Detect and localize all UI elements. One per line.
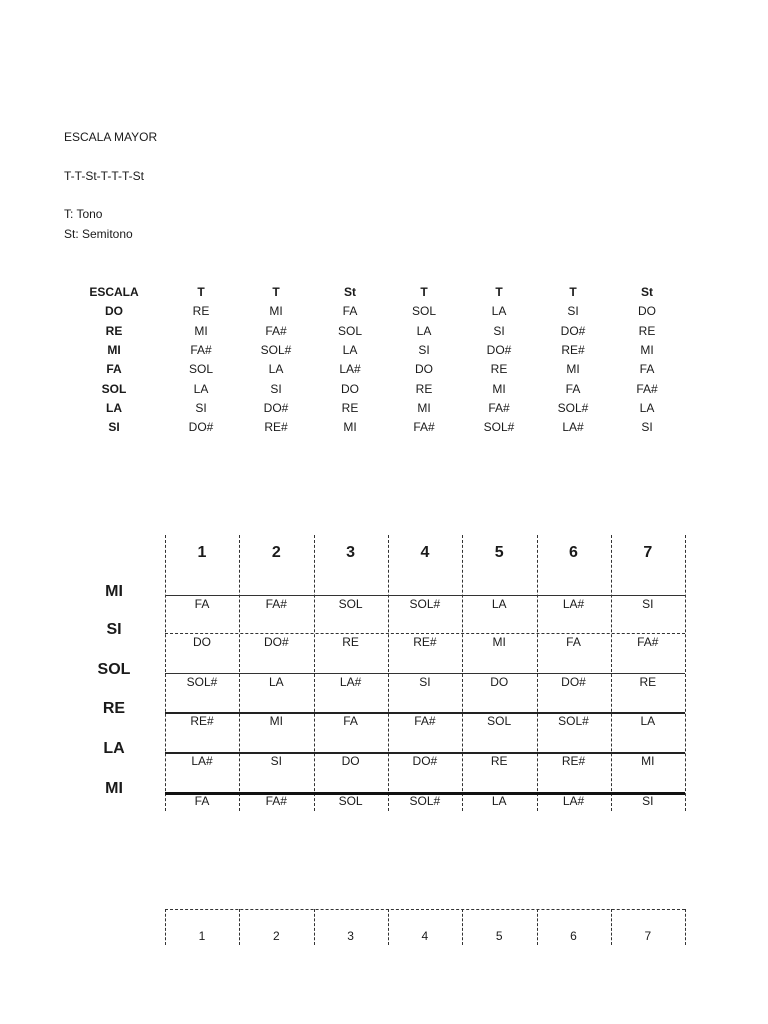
scale-note-cell: FA# bbox=[265, 323, 287, 338]
scale-note-cell: SI bbox=[567, 304, 579, 319]
fret-note: SOL# bbox=[186, 675, 218, 689]
fret-note: FA# bbox=[414, 714, 436, 728]
fret-note: SOL bbox=[338, 597, 363, 611]
fret-note: LA bbox=[268, 675, 284, 689]
string-line bbox=[165, 633, 685, 634]
scale-note-cell: MI bbox=[492, 381, 506, 396]
scale-note-cell: FA# bbox=[413, 420, 435, 435]
scale-note-cell: MI bbox=[269, 304, 283, 319]
fret-note: SI bbox=[419, 675, 431, 689]
scale-note-cell: DO# bbox=[188, 420, 214, 435]
fret-note: DO bbox=[193, 635, 211, 649]
scale-note-cell: SOL bbox=[411, 304, 436, 319]
string-line bbox=[165, 595, 685, 596]
string-name: SI bbox=[106, 621, 122, 638]
scale-key-cell: SI bbox=[108, 420, 120, 435]
fret-note: FA bbox=[566, 635, 581, 649]
scale-key-cell: LA bbox=[106, 400, 122, 415]
scale-key-cell: MI bbox=[107, 342, 121, 357]
scale-note-cell: LA bbox=[639, 400, 655, 415]
fret-note: SOL bbox=[487, 714, 512, 728]
scale-note-cell: MI bbox=[640, 342, 654, 357]
fret-note: SOL bbox=[338, 794, 363, 808]
scale-note-cell: LA# bbox=[562, 420, 584, 435]
fret-note: FA bbox=[343, 714, 358, 728]
fret-note: RE bbox=[342, 635, 359, 649]
fret-note: RE bbox=[490, 754, 508, 768]
legend-semitono: St: Semitono bbox=[64, 227, 133, 241]
interval-pattern: T-T-St-T-T-T-St bbox=[64, 169, 144, 183]
string-name: MI bbox=[105, 583, 123, 600]
fret-number: 3 bbox=[346, 544, 356, 561]
legend-tono: T: Tono bbox=[64, 207, 103, 221]
scale-note-cell: DO# bbox=[560, 323, 586, 338]
scale-note-cell: FA bbox=[639, 362, 655, 377]
scale-note-cell: SI bbox=[270, 381, 282, 396]
scale-note-cell: RE bbox=[415, 381, 433, 396]
scale-note-cell: SI bbox=[641, 420, 653, 435]
scale-key-cell: FA bbox=[106, 362, 122, 377]
fret-note: FA bbox=[194, 597, 210, 611]
fret-number: 4 bbox=[420, 544, 430, 561]
fret-note: SI bbox=[642, 597, 654, 611]
fret-note: LA bbox=[491, 597, 507, 611]
scale-note-cell: FA# bbox=[190, 342, 212, 357]
fret-note: SI bbox=[642, 794, 654, 808]
fret-note: RE# bbox=[190, 714, 214, 728]
fret-strip-number: 3 bbox=[347, 929, 354, 943]
fret-number: 5 bbox=[494, 544, 504, 561]
scale-note-cell: FA# bbox=[488, 400, 510, 415]
scale-note-cell: DO# bbox=[263, 400, 289, 415]
scale-note-cell: LA bbox=[268, 362, 284, 377]
fret-note: RE# bbox=[413, 635, 437, 649]
scale-note-cell: DO bbox=[415, 362, 433, 377]
scale-note-cell: LA bbox=[193, 381, 209, 396]
fret-strip-number: 5 bbox=[495, 929, 503, 943]
fret-note: FA# bbox=[265, 794, 287, 808]
fret-note: FA# bbox=[265, 597, 287, 611]
fret-strip-number: 1 bbox=[198, 929, 206, 943]
string-name: RE bbox=[102, 700, 126, 717]
fret-strip-top bbox=[165, 909, 685, 910]
fret-note: DO bbox=[490, 675, 509, 689]
fret-number: 7 bbox=[643, 544, 653, 561]
scale-note-cell: DO# bbox=[486, 342, 512, 357]
scale-note-cell: MI bbox=[194, 323, 208, 338]
fret-note: RE bbox=[639, 675, 657, 689]
scale-header-cell: T bbox=[420, 285, 428, 299]
fret-note: RE# bbox=[561, 754, 586, 768]
scale-header-cell: St bbox=[641, 285, 653, 299]
scale-header-cell: T bbox=[569, 285, 577, 299]
string-line bbox=[165, 673, 685, 674]
fret-note: LA# bbox=[562, 597, 585, 611]
scale-note-cell: DO bbox=[638, 304, 656, 319]
scale-note-cell: MI bbox=[417, 400, 431, 415]
fret-note: SI bbox=[270, 754, 282, 768]
fret-number: 1 bbox=[197, 544, 207, 561]
string-name: MI bbox=[105, 780, 123, 797]
scale-note-cell: SOL# bbox=[260, 342, 292, 357]
scale-note-cell: RE# bbox=[264, 420, 288, 435]
fret-wire bbox=[685, 535, 686, 811]
fret-note: FA# bbox=[637, 635, 659, 649]
string-name: LA bbox=[103, 740, 125, 757]
scale-note-cell: SOL bbox=[188, 362, 213, 377]
fret-note: MI bbox=[641, 754, 655, 768]
fret-number: 2 bbox=[271, 544, 281, 561]
fret-note: LA bbox=[640, 714, 656, 728]
scale-note-cell: RE bbox=[192, 304, 210, 319]
scale-note-cell: SI bbox=[418, 342, 430, 357]
fret-note: DO# bbox=[412, 754, 438, 768]
scale-note-cell: SI bbox=[493, 323, 505, 338]
fret-note: MI bbox=[492, 635, 506, 649]
fret-strip-number: 4 bbox=[421, 929, 429, 943]
scale-note-cell: SOL bbox=[337, 323, 362, 338]
scale-header-cell: ESCALA bbox=[89, 285, 139, 299]
scale-note-cell: MI bbox=[343, 420, 357, 435]
scale-note-cell: RE bbox=[638, 323, 656, 338]
fret-note: SOL# bbox=[409, 794, 441, 808]
scale-key-cell: DO bbox=[105, 304, 123, 319]
scale-note-cell: FA bbox=[342, 304, 358, 319]
scale-header-cell: T bbox=[272, 285, 280, 299]
scale-note-cell: SOL# bbox=[483, 420, 515, 435]
fret-note: LA# bbox=[339, 675, 362, 689]
scale-key-cell: SOL bbox=[101, 381, 127, 396]
fret-strip-number: 6 bbox=[570, 929, 577, 943]
fret-number: 6 bbox=[569, 544, 578, 561]
document-title: ESCALA MAYOR bbox=[64, 130, 158, 144]
fret-strip-wire bbox=[685, 909, 686, 945]
scale-note-cell: LA bbox=[491, 304, 507, 319]
fret-note: DO# bbox=[263, 635, 289, 649]
scale-note-cell: SI bbox=[195, 400, 207, 415]
scale-note-cell: DO bbox=[341, 381, 359, 396]
fret-note: SOL# bbox=[409, 597, 441, 611]
scale-note-cell: LA bbox=[416, 323, 432, 338]
fret-note: DO bbox=[341, 754, 360, 768]
scale-header-cell: St bbox=[344, 285, 356, 299]
fret-note: MI bbox=[269, 714, 283, 728]
scale-note-cell: RE bbox=[490, 362, 508, 377]
scale-key-cell: RE bbox=[105, 323, 123, 338]
scale-note-cell: SOL# bbox=[557, 400, 589, 415]
fret-strip-number: 2 bbox=[272, 929, 280, 943]
scale-note-cell: FA bbox=[565, 381, 581, 396]
fret-note: FA bbox=[194, 794, 210, 808]
scale-header-cell: T bbox=[197, 285, 205, 299]
scale-note-cell: FA# bbox=[636, 381, 658, 396]
fret-note: LA# bbox=[191, 754, 213, 768]
scale-note-cell: RE bbox=[341, 400, 359, 415]
fret-note: LA bbox=[491, 794, 507, 808]
scale-note-cell: LA bbox=[342, 342, 358, 357]
scale-note-cell: LA# bbox=[339, 362, 361, 377]
scale-header-cell: T bbox=[495, 285, 503, 299]
scale-note-cell: RE# bbox=[561, 342, 585, 357]
string-name: SOL bbox=[97, 661, 131, 678]
fret-note: SOL# bbox=[558, 714, 589, 728]
fret-strip-number: 7 bbox=[644, 929, 652, 943]
fret-note: DO# bbox=[561, 675, 586, 689]
fret-note: LA# bbox=[562, 794, 585, 808]
scale-note-cell: MI bbox=[566, 362, 580, 377]
